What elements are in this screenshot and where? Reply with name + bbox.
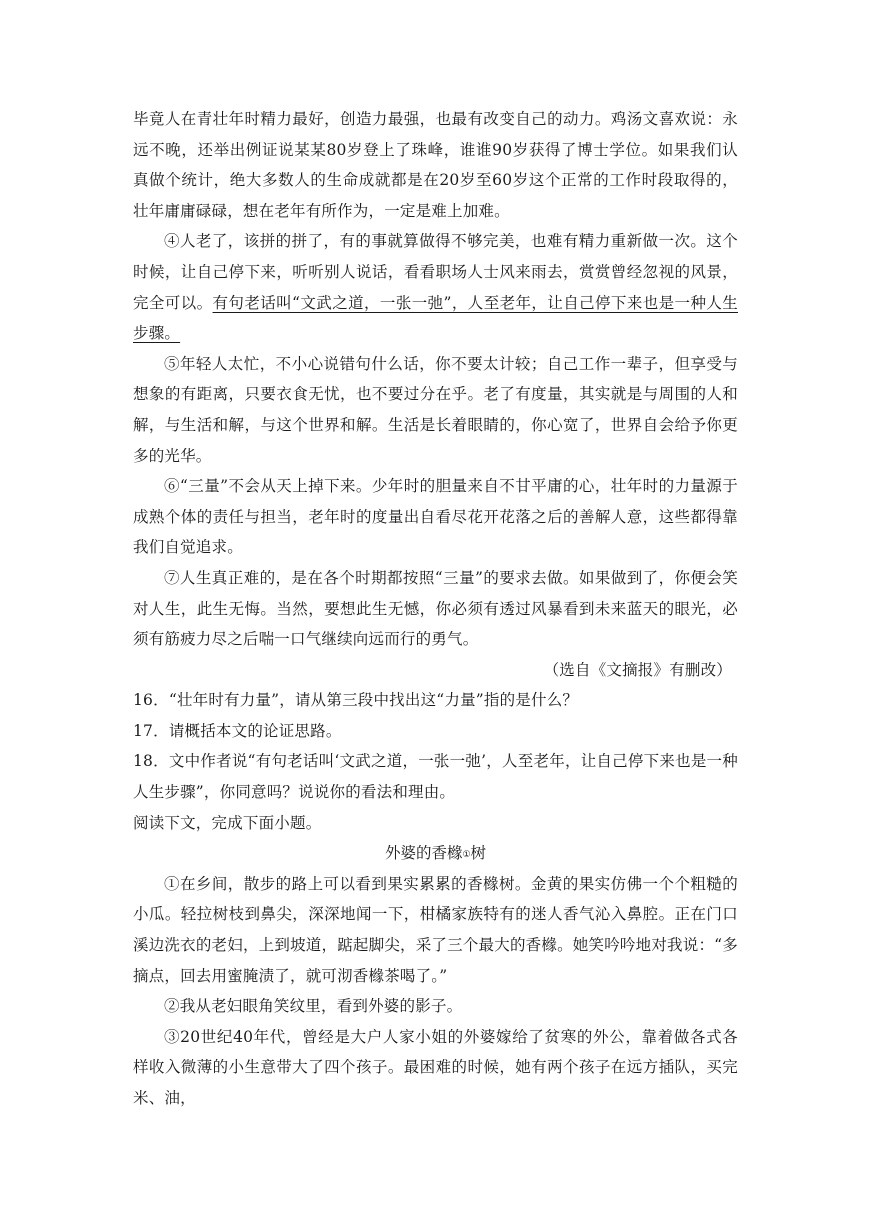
question-16: 16．“壮年时有力量”，请从第三段中找出这“力量”指的是什么？ [133,691,579,710]
article-paragraph-5: ⑤年轻人太忙，不小心说错句什么话，你不要太计较；自己工作一辈子，但享受与想象的有距离，只要衣食无忧，也不要过分在乎。老了有度量，其实就是与周围的人和解，与生活和解，与这个世界和解。生活是长着眼睛的，你心宽了，世界自会给予你更多的光华。 [133,354,738,465]
article-source: （选自《文摘报》有删改） [543,660,732,679]
question-17: 17．请概括本文的论证思路。 [133,721,342,740]
title-text: 外婆的香橼 [384,844,463,863]
article-paragraph-continued: 毕竟人在青壮年时精力最好，创造力最强，也最有改变自己的动力。鸡汤文喜欢说：永远不晚，还举出例证说某某80岁登上了珠峰，谁谁90岁获得了博士学位。如果我们认真做个统计，绝大多数人的生命成就都是在20岁至60岁这个正常的工作时段取得的，壮年庸庸碌碌，想在老年有所作为，一定是难上加难。 [133,110,738,220]
article-2-paragraph-2: ②我从老妇眼角笑纹里，看到外婆的影子。 [164,997,463,1016]
article-paragraph-4 [133,226,738,348]
paragraph-4-text: ④人老了，该拼的拼了，有的事就算做得不够完美，也难有精力重新做一次。这个时候，让自己停下来，听听别人说话，看看职场人士风来雨去，赏赏曾经忽视的风景，完全可以。 [133,232,738,312]
article-2-paragraph-3: ③20世纪40年代，曾经是大户人家小姐的外婆嫁给了贫寒的外公，靠着做各式各样收入微薄的小生意带大了四个孩子。最困难的时候，她有两个孩子在远方插队，买完米、油， [133,1027,738,1107]
article-2-paragraph-1: ①在乡间，散步的路上可以看到果实累累的香橼树。金黄的果实仿佛一个个粗糙的小瓜。轻拉树枝到鼻尖，深深地闻一下，柑橘家族特有的迷人香气沁入鼻腔。正在门口溪边洗衣的老妇，上到坡道，踮起脚尖，采了三个最大的香橼。她笑吟吟地对我说：“多摘点，回去用蜜腌渍了，就可沏香橼茶喝了。” [133,874,738,985]
title-footnote-marker: ① [462,850,471,861]
reading-instruction: 阅读下文，完成下面小题。 [133,813,322,832]
document-page [133,104,738,1114]
article-paragraph-6: ⑥“三量”不会从天上掉下来。少年时的胆量来自不甘平庸的心，壮年时的力量源于成熟个体的责任与担当，老年时的度量出自看尽花开花落之后的善解人意，这些都得靠我们自觉追求。 [133,477,738,557]
article-paragraph-7: ⑦人生真正难的，是在各个时期都按照“三量”的要求去做。如果做到了，你便会笑对人生，此生无悔。当然，要想此生无憾，你必须有透过风暴看到未来蓝天的眼光，必须有筋疲力尽之后喘一口气继续向远而行的勇气。 [133,568,738,649]
underlined-sentence: 有句老话叫“文武之道，一张一弛”，人至老年，让自己停下来也是一种人生步骤。 [133,293,738,343]
title-suffix: 树 [470,844,487,863]
question-18: 18．文中作者说“有句老话叫‘文武之道，一张一弛’，人至老年，让自己停下来也是一种人生步骤”，你同意吗？说说你的看法和理由。 [133,752,738,802]
article-2-title [133,838,738,869]
